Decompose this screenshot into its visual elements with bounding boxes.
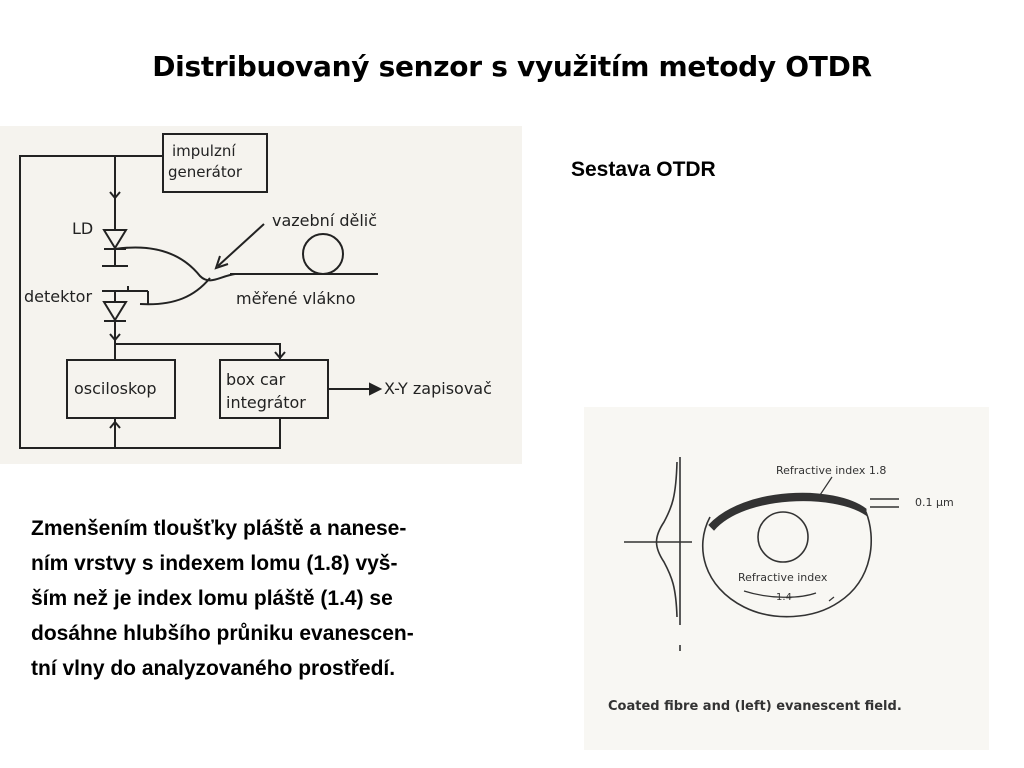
generator-label-2: generátor (168, 163, 243, 181)
body-line: ším než je index lomu pláště (1.4) se (31, 587, 393, 610)
oscilloscope-label: osciloskop (74, 379, 157, 398)
body-line: tní vlny do analyzovaného prostředí. (31, 657, 396, 680)
otdr-setup-diagram (0, 126, 522, 464)
figure-subtitle: Sestava OTDR (571, 158, 716, 181)
detector-label: detektor (24, 287, 93, 306)
ld-label: LD (72, 219, 94, 238)
coated-fibre-figure (584, 407, 989, 750)
coupler-label: vazební dělič (272, 211, 378, 230)
recorder-label: X-Y zapisovač (384, 379, 492, 398)
body-text (31, 511, 551, 686)
body-line: dosáhne hlubšího průniku evanescen- (31, 622, 414, 645)
thickness-label: 0.1 μm (915, 496, 954, 509)
slide-title: Distribuovaný senzor s využitím metody OTDR (152, 50, 872, 83)
generator-label-1: impulzní (172, 142, 236, 160)
outer-index-label: Refractive index 1.8 (776, 464, 887, 477)
inner-index-label-1: Refractive index (738, 571, 828, 584)
boxcar-label-1: box car (226, 370, 286, 389)
boxcar-label-2: integrátor (226, 393, 306, 412)
inner-index-label-2: 1.4 (776, 592, 792, 603)
fibre-caption: Coated fibre and (left) evanescent field. (608, 699, 902, 714)
body-line: Zmenšením tloušťky pláště a nanese- (31, 517, 407, 540)
body-line: ním vrstvy s indexem lomu (1.8) vyš- (31, 552, 398, 575)
fiber-label: měřené vlákno (236, 289, 356, 308)
